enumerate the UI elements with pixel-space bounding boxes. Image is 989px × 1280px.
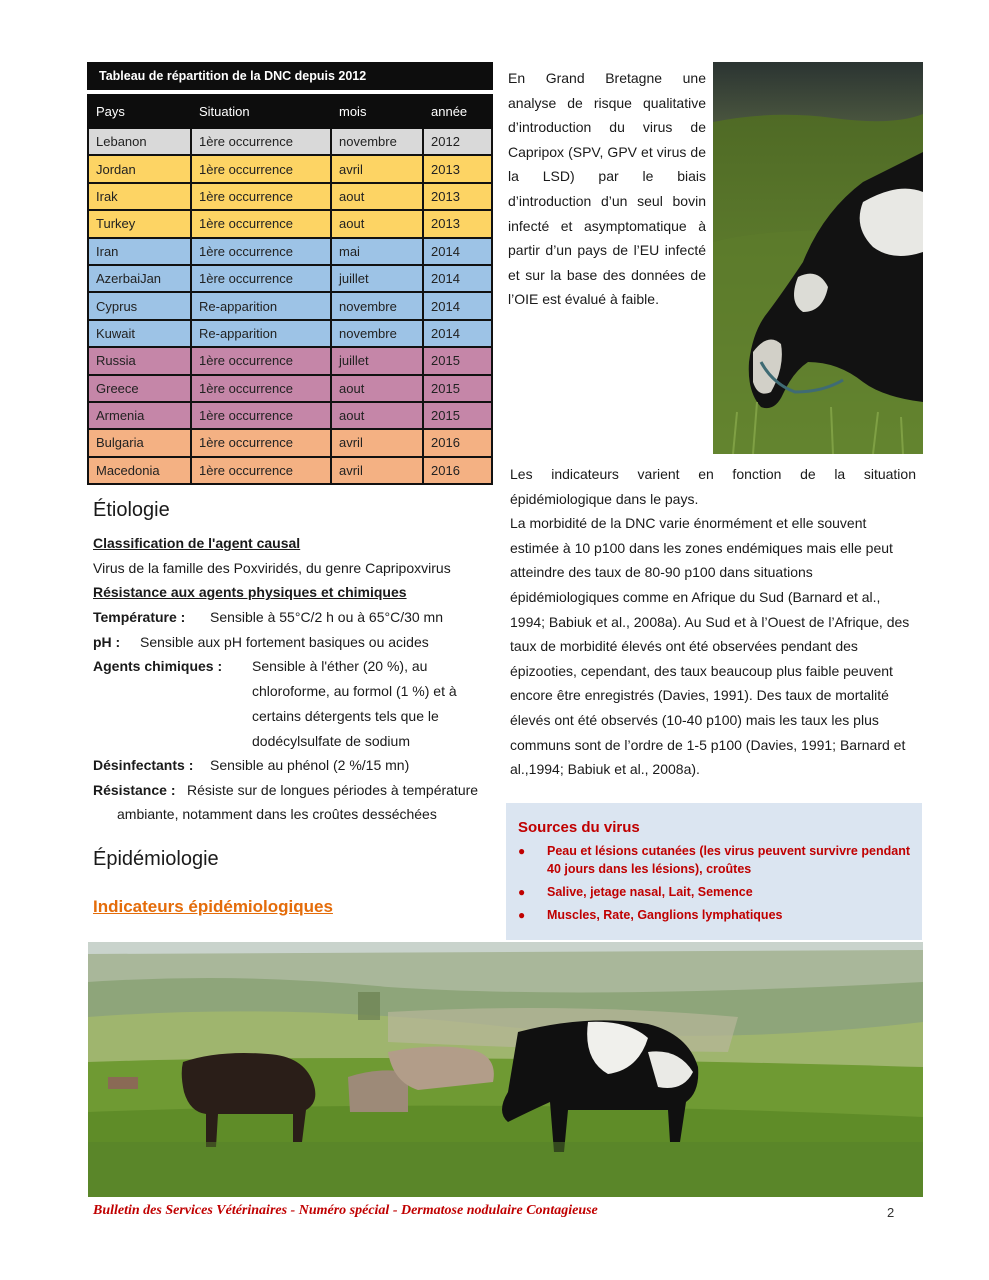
- cell-situation: 1ère occurrence: [191, 183, 331, 210]
- chimiques-line: dodécylsulfate de sodium: [252, 733, 410, 749]
- chimiques-line: Sensible à l'éther (20 %), au: [252, 658, 428, 674]
- footer-bulletin-title: Bulletin des Services Vétérinaires - Numéro spécial - Dermatose nodulaire Contagieuse: [93, 1203, 598, 1218]
- source-item: [518, 883, 910, 901]
- resistance-text-line2: ambiante, notamment dans les croûtes desséchées: [117, 806, 437, 822]
- grazing-cow-photo: [713, 62, 923, 454]
- table-row: [88, 210, 492, 237]
- chimiques-line: certains détergents tels que le: [252, 708, 439, 724]
- cell-annee: 2015: [423, 402, 492, 429]
- cell-situation: 1ère occurrence: [191, 347, 331, 374]
- header-annee: année: [423, 95, 492, 128]
- header-situation: Situation: [191, 95, 331, 128]
- cell-pays: Irak: [88, 183, 191, 210]
- cell-annee: 2014: [423, 238, 492, 265]
- cell-situation: 1ère occurrence: [191, 238, 331, 265]
- sources-title: Sources du virus: [518, 819, 640, 836]
- cell-situation: 1ère occurrence: [191, 457, 331, 484]
- table-row: [88, 265, 492, 292]
- cell-annee: 2015: [423, 347, 492, 374]
- cell-mois: juillet: [331, 265, 423, 292]
- cell-pays: Macedonia: [88, 457, 191, 484]
- table-row: [88, 155, 492, 182]
- cell-annee: 2013: [423, 183, 492, 210]
- cell-situation: 1ère occurrence: [191, 402, 331, 429]
- table-row: [88, 320, 492, 347]
- bullet-icon: ●: [518, 908, 526, 922]
- bullet-icon: ●: [518, 885, 526, 899]
- table-row: [88, 375, 492, 402]
- table-row: [88, 457, 492, 484]
- temperature-text: Sensible à 55°C/2 h ou à 65°C/30 mn: [210, 609, 444, 625]
- resistance-subheading: Résistance aux agents physiques et chimiques: [93, 584, 407, 600]
- resistance-label: Résistance :: [93, 782, 176, 798]
- indicateurs-paragraph-2: La morbidité de la DNC varie énormément et elle souvent estimée à 10 p100 dans les zones endémiques mais elle peut atteindre des taux de 80-90 p100 dans situations épidémiologiques comme en Afrique du Sud (Barnard et al., 1994; Babiuk et al., 2008a). Au Sud et à l’Ouest de l’Afrique, des taux de morbidité élevés ont été observées pendant des épizooties, cependant, des taux beaucoup plus faible peuvent encore être enregistrés (Davies, 1991). Des taux de mortalité élevés ont été observés (10-40 p100) mais les taux les plus communs sont de l’ordre de 1-5 p100 (Davies, 1991; Barnard et al.,1994; Babiuk et al., 2008a).: [510, 515, 910, 778]
- header-pays: Pays: [88, 95, 191, 128]
- cell-pays: Lebanon: [88, 128, 191, 155]
- cell-annee: 2014: [423, 265, 492, 292]
- cell-situation: 1ère occurrence: [191, 375, 331, 402]
- table-row: [88, 402, 492, 429]
- epidemiologie-heading: Épidémiologie: [93, 848, 219, 870]
- temperature-label: Température :: [93, 609, 186, 625]
- grand-bretagne-paragraph: En Grand Bretagne une analyse de risque qualitative d’introduction du virus de Capripox (SPV, GPV et virus de la LSD) par le biais d’introduction d’un seul bovin infecté et asymptomatique à partir d’un pays de l’EU infecté et sur la base des données de l’OIE est évalué à faible.: [508, 70, 706, 308]
- cell-mois: avril: [331, 429, 423, 456]
- classification-subheading: Classification de l'agent causal: [93, 535, 301, 551]
- ph-text: Sensible aux pH fortement basiques ou acides: [140, 634, 429, 650]
- cell-situation: 1ère occurrence: [191, 128, 331, 155]
- ph-label: pH :: [93, 634, 121, 650]
- cell-pays: AzerbaiJan: [88, 265, 191, 292]
- cell-mois: novembre: [331, 128, 423, 155]
- cell-mois: avril: [331, 457, 423, 484]
- cell-annee: 2016: [423, 457, 492, 484]
- source-item-text: Peau et lésions cutanées (les virus peuvent survivre pendant 40 jours dans les lésions), croûtes: [547, 844, 910, 876]
- cell-mois: aout: [331, 402, 423, 429]
- indicateurs-epidemiologiques-link[interactable]: Indicateurs épidémiologiques: [93, 897, 333, 916]
- table-caption: Tableau de répartition de la DNC depuis 2012: [87, 62, 493, 90]
- cell-situation: Re-apparition: [191, 292, 331, 319]
- cell-situation: Re-apparition: [191, 320, 331, 347]
- cell-mois: avril: [331, 155, 423, 182]
- classification-text: Virus de la famille des Poxviridés, du genre Capripoxvirus: [93, 560, 451, 576]
- cell-mois: juillet: [331, 347, 423, 374]
- sources-du-virus-box: [506, 803, 922, 940]
- cell-situation: 1ère occurrence: [191, 429, 331, 456]
- cell-pays: Kuwait: [88, 320, 191, 347]
- pasture-cows-photo: [88, 942, 923, 1197]
- cell-annee: 2012: [423, 128, 492, 155]
- indicateurs-paragraph-1: Les indicateurs varient en fonction de la situation épidémiologique dans le pays.: [510, 466, 916, 507]
- table-body: [88, 128, 492, 484]
- cell-mois: aout: [331, 210, 423, 237]
- cell-pays: Bulgaria: [88, 429, 191, 456]
- cell-mois: aout: [331, 183, 423, 210]
- source-item: [518, 906, 910, 924]
- chimiques-label: Agents chimiques :: [93, 658, 223, 674]
- cell-pays: Cyprus: [88, 292, 191, 319]
- cell-pays: Turkey: [88, 210, 191, 237]
- cell-mois: aout: [331, 375, 423, 402]
- desinfectants-text: Sensible au phénol (2 %/15 mn): [210, 757, 410, 773]
- cell-annee: 2015: [423, 375, 492, 402]
- cell-mois: mai: [331, 238, 423, 265]
- dnc-distribution-table-block: [87, 62, 493, 485]
- chimiques-line: chloroforme, au formol (1 %) et à: [252, 683, 457, 699]
- header-mois: mois: [331, 95, 423, 128]
- cell-pays: Greece: [88, 375, 191, 402]
- cell-situation: 1ère occurrence: [191, 210, 331, 237]
- table-row: [88, 238, 492, 265]
- table-row: [88, 128, 492, 155]
- cell-annee: 2013: [423, 155, 492, 182]
- desinfectants-label: Désinfectants :: [93, 757, 194, 773]
- table-row: [88, 429, 492, 456]
- cell-situation: 1ère occurrence: [191, 265, 331, 292]
- table-header-row: [88, 95, 492, 128]
- table-row: [88, 292, 492, 319]
- bullet-icon: ●: [518, 844, 526, 858]
- cell-annee: 2014: [423, 320, 492, 347]
- cell-pays: Iran: [88, 238, 191, 265]
- source-item-text: Muscles, Rate, Ganglions lymphatiques: [547, 908, 783, 922]
- page-number: 2: [887, 1205, 895, 1220]
- cell-annee: 2016: [423, 429, 492, 456]
- cell-mois: novembre: [331, 292, 423, 319]
- cell-pays: Jordan: [88, 155, 191, 182]
- cell-situation: 1ère occurrence: [191, 155, 331, 182]
- source-item-text: Salive, jetage nasal, Lait, Semence: [547, 885, 753, 899]
- etiologie-heading: Étiologie: [93, 499, 170, 521]
- dnc-table: [87, 94, 493, 485]
- cell-annee: 2014: [423, 292, 492, 319]
- cell-annee: 2013: [423, 210, 492, 237]
- resistance-text-line1: Résiste sur de longues périodes à température: [187, 782, 479, 798]
- cell-pays: Russia: [88, 347, 191, 374]
- table-row: [88, 347, 492, 374]
- indicateurs-text: [510, 462, 916, 782]
- cell-mois: novembre: [331, 320, 423, 347]
- table-row: [88, 183, 492, 210]
- cell-pays: Armenia: [88, 402, 191, 429]
- source-item: [518, 842, 910, 878]
